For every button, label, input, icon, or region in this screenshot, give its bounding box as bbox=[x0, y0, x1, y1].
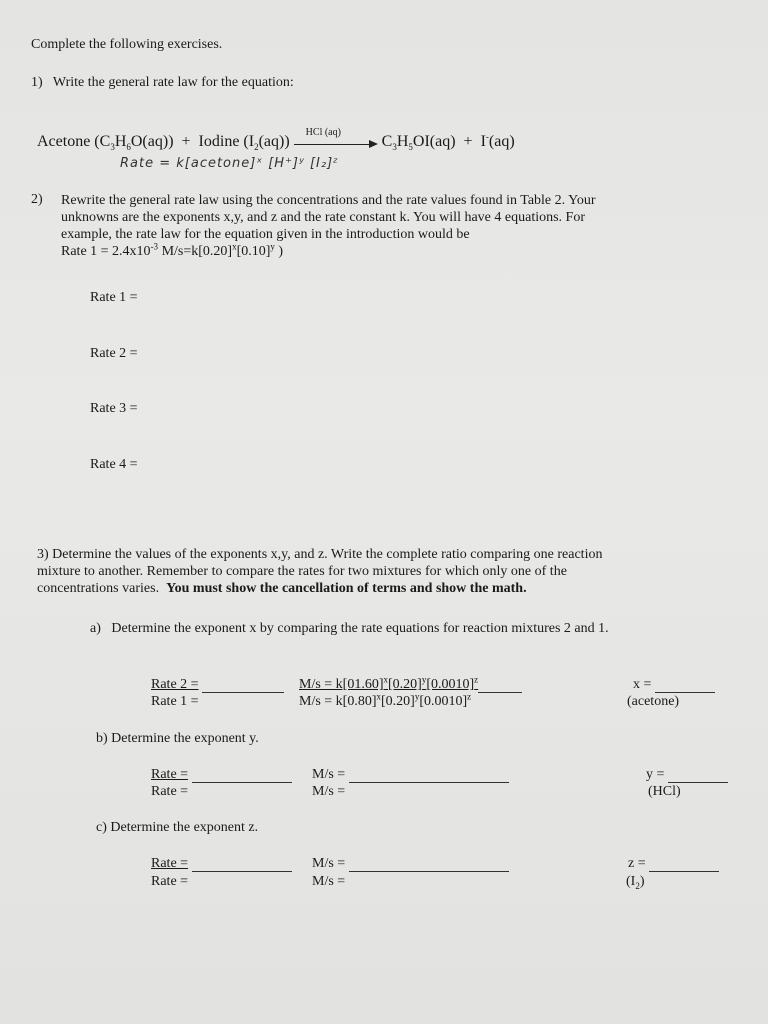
bold-instruction: You must show the cancellation of terms and show the math. bbox=[166, 581, 527, 596]
chemical-equation: Acetone $(C_3H_6O(aq))$ + Iodine $(I_2(aq))$ HCl (aq) $C_3H_5OI(aq) + I^-(aq)$ bbox=[37, 127, 515, 153]
rate-4-label: Rate 4 = bbox=[90, 457, 138, 472]
x-answer-note: (acetone) bbox=[627, 694, 680, 709]
intro-text: Complete the following exercises. bbox=[31, 37, 223, 52]
z-answer-field[interactable]: z = bbox=[628, 856, 719, 872]
part-a-top-rate: Rate 2 = bbox=[151, 677, 284, 693]
example-rate-law: Rate $1 = 2.4x10^{-3}$ $M/s=k[0.20]^x[0.10]^y$ ) bbox=[61, 241, 284, 259]
question-number: 1) bbox=[31, 75, 43, 90]
part-a-bottom-equation: $M/s = k[0.80]^x[0.20]^y[0.0010]^z$ bbox=[299, 691, 472, 709]
question-3-text: 3) Determine the values of the exponents x,y, and z. Write the complete ratio comparing one reaction mixture to another. Remember to compare the rates for two mixtures for which only one of the concentrations varies. You must show the cancellation of terms and show the math. bbox=[37, 547, 603, 596]
part-c-top-rate: Rate = bbox=[151, 856, 292, 872]
question-1 bbox=[31, 75, 294, 91]
part-b-bottom-equation: M/s = bbox=[312, 784, 346, 799]
x-answer-field[interactable]: x = bbox=[633, 677, 715, 693]
question-text: Write the general rate law for the equation: bbox=[52, 75, 294, 90]
part-b-top-equation: M/s = bbox=[312, 767, 509, 783]
rate-2-label: Rate 2 = bbox=[90, 346, 138, 361]
z-answer-note: $(I_2)$ bbox=[626, 874, 645, 891]
part-b-prompt: b) Determine the exponent y. bbox=[96, 731, 259, 746]
rate-1-label: Rate 1 = bbox=[90, 290, 138, 305]
part-c-prompt: c) Determine the exponent z. bbox=[96, 820, 259, 835]
part-a-prompt: a) Determine the exponent x by comparing the rate equations for reaction mixtures 2 and 1. bbox=[90, 621, 609, 636]
y-answer-note: (HCl) bbox=[648, 784, 681, 799]
part-c-bottom-rate: Rate = bbox=[151, 874, 189, 889]
part-c-top-equation: M/s = bbox=[312, 856, 509, 872]
reaction-arrow-icon: HCl (aq) bbox=[294, 135, 378, 149]
part-b-bottom-rate: Rate = bbox=[151, 784, 189, 799]
handwritten-rate-law: Rate = k[acetone]ˣ [H⁺]ʸ [I₂]ᶻ bbox=[120, 156, 339, 171]
question-2-text: Rewrite the general rate law using the concentrations and the rate values found in Table 2. Your unknowns are the exponents x,y, and z and the rate constant k. You will have 4 equations. For example, the rate law for the equation given in the introduction would be Rate $1 = 2.4x10^{-3}$ $M/s=k[0.20]^x[0.10]^y$ ) bbox=[61, 192, 741, 260]
part-a-top-equation: $M/s = k[01.60]^x[0.20]^y[0.0010]^z$ bbox=[299, 677, 522, 693]
part-b-top-rate: Rate = bbox=[151, 767, 292, 783]
part-a-bottom-rate: Rate 1 = bbox=[151, 694, 199, 709]
question-2-number: 2) bbox=[31, 192, 43, 207]
rate-3-label: Rate 3 = bbox=[90, 401, 138, 416]
part-c-bottom-equation: M/s = bbox=[312, 874, 346, 889]
y-answer-field[interactable]: y = bbox=[646, 767, 728, 783]
